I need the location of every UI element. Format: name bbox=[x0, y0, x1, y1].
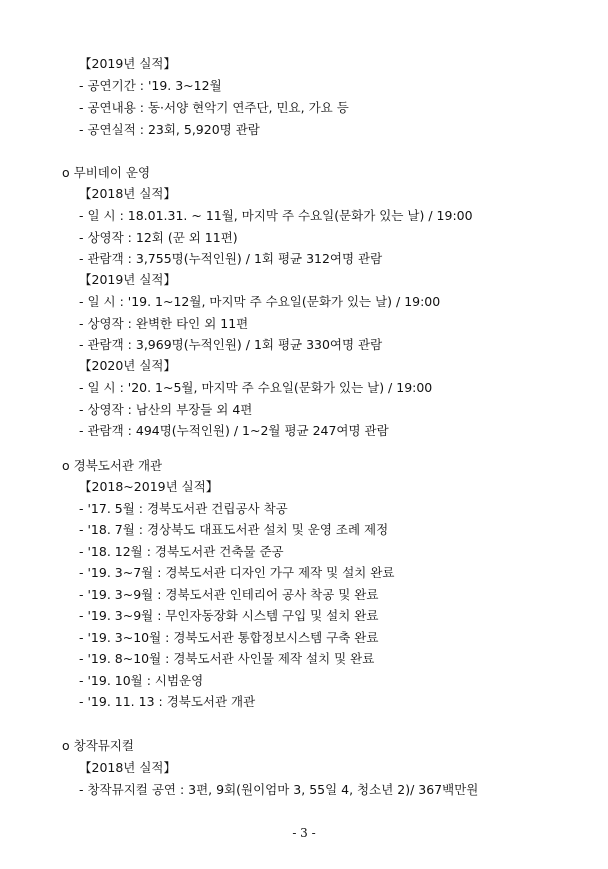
list-item: - 공연기간 : '19. 3~12월 bbox=[79, 78, 222, 93]
list-item: - '19. 3~10월 : 경북도서관 통합정보시스템 구축 완료 bbox=[79, 630, 379, 645]
result-header-2018-2019: 【2018~2019년 실적】 bbox=[79, 479, 219, 494]
section-title-musical: o 창작뮤지컬 bbox=[62, 738, 134, 753]
list-item: - 관람객 : 494명(누적인원) / 1~2월 평균 247여명 관람 bbox=[79, 423, 389, 438]
list-item: - '19. 10월 : 시범운영 bbox=[79, 673, 204, 688]
section-title-movie-day: o 무비데이 운영 bbox=[62, 165, 151, 180]
list-item: - '17. 5월 : 경북도서관 건립공사 착공 bbox=[79, 501, 288, 516]
list-item: - '19. 8~10월 : 경북도서관 사인물 제작 설치 및 완료 bbox=[79, 651, 375, 666]
list-item: - 관람객 : 3,755명(누적인원) / 1회 평균 312여명 관람 bbox=[79, 251, 383, 266]
list-item: - '19. 3~7월 : 경북도서관 디자인 가구 제작 및 설치 완료 bbox=[79, 565, 395, 580]
section-title-library-opening: o 경북도서관 개관 bbox=[62, 458, 163, 473]
list-item: - '19. 3~9월 : 무인자동장화 시스템 구입 및 설치 완료 bbox=[79, 608, 379, 623]
list-item: - 일 시 : 18.01.31. ~ 11월, 마지막 주 수요일(문화가 있는 날) / 19:00 bbox=[79, 208, 473, 223]
result-header-2019-concert: 【2019년 실적】 bbox=[79, 56, 177, 71]
list-item: - 상영작 : 남산의 부장들 외 4편 bbox=[79, 402, 253, 417]
list-item: - '19. 3~9월 : 경북도서관 인테리어 공사 착공 및 완료 bbox=[79, 587, 379, 602]
list-item: - 일 시 : '20. 1~5월, 마지막 주 수요일(문화가 있는 날) / 19:00 bbox=[79, 380, 433, 395]
list-item: - 창작뮤지컬 공연 : 3편, 9회(원이엄마 3, 55일 4, 청소년 2)/ 367백만원 bbox=[79, 782, 479, 797]
list-item: - 상영작 : 완벽한 타인 외 11편 bbox=[79, 316, 249, 331]
list-item: - 공연내용 : 동·서양 현악기 연주단, 민요, 가요 등 bbox=[79, 100, 349, 115]
page-number: - 3 - bbox=[292, 826, 316, 840]
list-item: - 일 시 : '19. 1~12월, 마지막 주 수요일(문화가 있는 날) / 19:00 bbox=[79, 294, 441, 309]
list-item: - '18. 7월 : 경상북도 대표도서관 설치 및 운영 조례 제정 bbox=[79, 522, 389, 537]
result-header-2020: 【2020년 실적】 bbox=[79, 358, 177, 373]
result-header-2019: 【2019년 실적】 bbox=[79, 272, 177, 287]
result-header-2018-musical: 【2018년 실적】 bbox=[79, 760, 177, 775]
list-item: - 관람객 : 3,969명(누적인원) / 1회 평균 330여명 관람 bbox=[79, 337, 383, 352]
list-item: - '19. 11. 13 : 경북도서관 개관 bbox=[79, 694, 256, 709]
list-item: - 공연실적 : 23회, 5,920명 관람 bbox=[79, 122, 260, 137]
list-item: - 상영작 : 12회 (꾼 외 11편) bbox=[79, 230, 238, 245]
result-header-2018: 【2018년 실적】 bbox=[79, 186, 177, 201]
list-item: - '18. 12월 : 경북도서관 건축물 준공 bbox=[79, 544, 284, 559]
